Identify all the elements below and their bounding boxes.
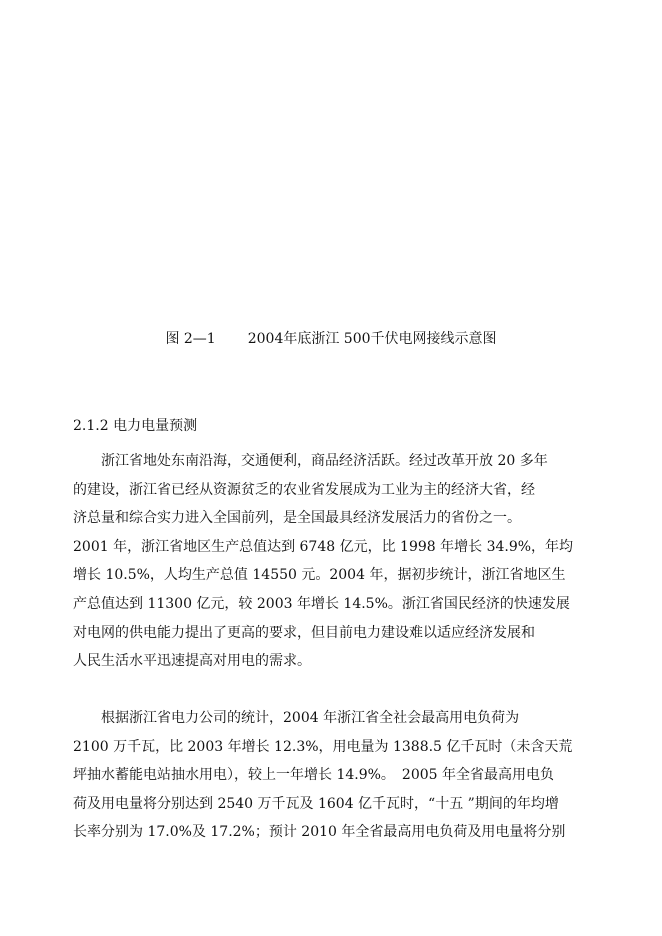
paragraph-line: 2001 年，浙江省地区生产总值达到 6748 亿元，比 1998 年增长 34.9%，年均 bbox=[73, 538, 574, 555]
paragraph-line: 济总量和综合实力进入全国前列，是全国最具经济发展活力的省份之一。 bbox=[73, 510, 521, 527]
paragraph-line: 增长 10.5%，人均生产总值 14550 元。2004 年，据初步统计，浙江省地区生 bbox=[73, 567, 566, 584]
paragraph-line: 荷及用电量将分别达到 2540 万千瓦及 1604 亿千瓦时，“十五 ”期间的年均增 bbox=[73, 795, 559, 812]
paragraph-1 bbox=[73, 447, 591, 676]
paragraph-line: 人民生活水平迅速提高对用电的需求。 bbox=[73, 653, 311, 670]
paragraph-line: 长率分别为 17.0%及 17.2%；预计 2010 年全省最高用电负荷及用电量将分别 bbox=[73, 824, 566, 841]
paragraph-2 bbox=[73, 704, 591, 847]
paragraph-line: 产总值达到 11300 亿元，较 2003 年增长 14.5%。浙江省国民经济的快速发展 bbox=[73, 595, 570, 612]
paragraph-line: 的建设，浙江省已经从资源贫乏的农业省发展成为工业为主的经济大省，经 bbox=[73, 481, 535, 498]
figure-number: 图 2—1 bbox=[165, 331, 216, 347]
paragraph-line: 坪抽水蓄能电站抽水用电），较上一年增长 14.9%。 2005 年全省最高用电负 bbox=[73, 767, 555, 784]
section-heading: 2.1.2 电力电量预测 bbox=[73, 418, 198, 434]
figure-title: 2004年底浙江 500千伏电网接线示意图 bbox=[247, 331, 497, 347]
paragraph-line: 浙江省地处东南沿海，交通便利，商品经济活跃。经过改革开放 20 多年 bbox=[73, 453, 548, 469]
figure-caption bbox=[0, 328, 662, 350]
figure-placeholder bbox=[72, 0, 592, 318]
paragraph-line: 对电网的供电能力提出了更高的要求，但目前电力建设难以适应经济发展和 bbox=[73, 624, 535, 641]
paragraph-line: 2100 万千瓦，比 2003 年增长 12.3%，用电量为 1388.5 亿千瓦时（未含天荒 bbox=[73, 738, 573, 755]
paragraph-line: 根据浙江省电力公司的统计，2004 年浙江省全社会最高用电负荷为 bbox=[73, 710, 520, 726]
